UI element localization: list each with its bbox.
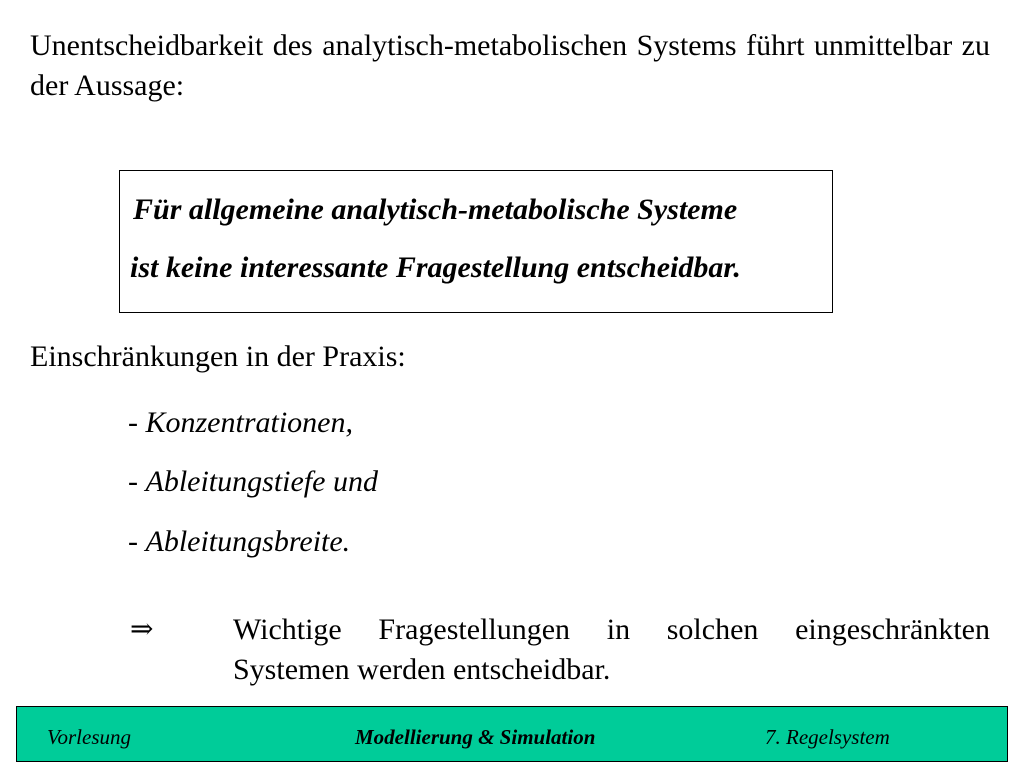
intro-paragraph: Unentscheidbarkeit des analytisch-metabolischen Systems führt unmittelbar zu der Aussage: [30,29,990,102]
footer-lecture-label: Vorlesung [47,725,131,749]
footer-bar [16,706,1008,762]
list-item-text: Ableitungsbreite. [145,525,351,558]
list-item-text: Ableitungstiefe und [145,465,378,498]
conclusion-text: Wichtige Fragestellungen in solchen eingeschränkten Systemen werden entscheidbar. [233,613,990,686]
list-item [128,462,378,502]
list-item [128,403,353,443]
statement-box [119,170,833,313]
implies-arrow-icon: ⇒ [130,614,154,645]
restrictions-heading: Einschränkungen in der Praxis: [30,340,406,373]
conclusion [30,610,990,694]
list-item-text: Konzentrationen, [145,406,353,439]
footer-course-title: Modellierung & Simulation [355,725,596,749]
list-dash: - [128,406,146,439]
list-item [128,522,350,562]
list-dash: - [128,465,146,498]
footer-chapter-label: 7. Regelsystem [765,725,890,749]
statement-line-2: ist keine interessante Fragestellung entscheidbar. [130,251,741,284]
statement-line-1: Für allgemeine analytisch-metabolische Systeme [133,193,738,226]
list-dash: - [128,525,146,558]
